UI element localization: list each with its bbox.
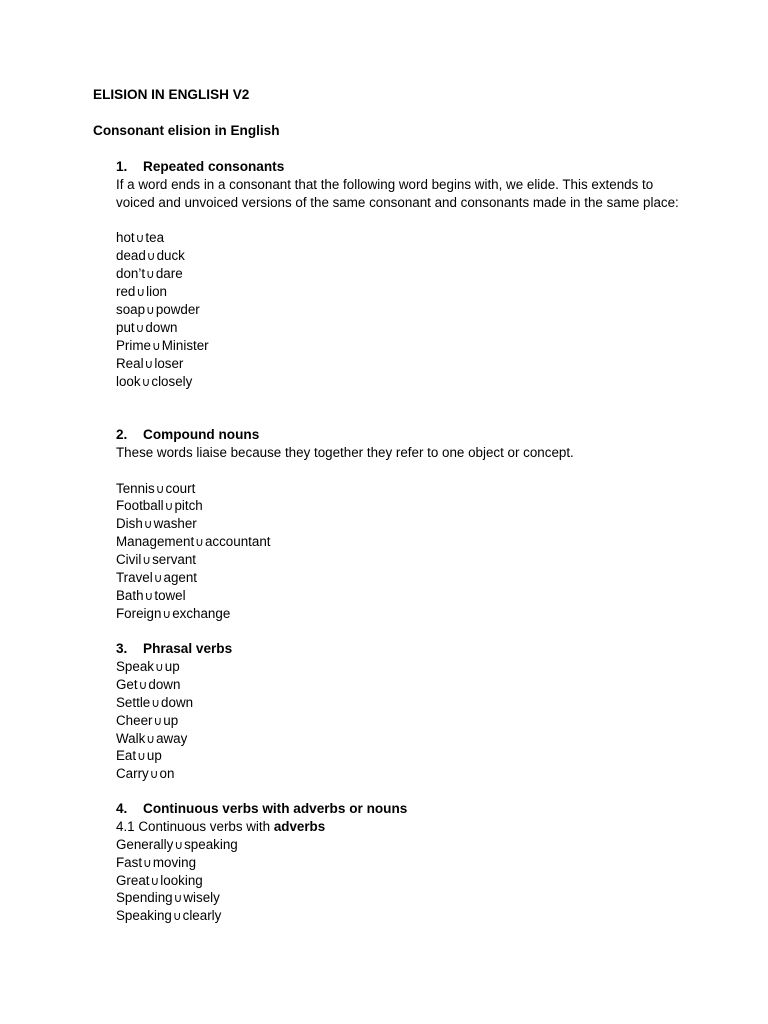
word-first: Speaking (116, 908, 172, 924)
example-item (116, 676, 691, 694)
example-item (116, 694, 691, 712)
word-second: court (165, 480, 196, 496)
section-description: These words liaise because they together they refer to one object or concept. (116, 445, 574, 460)
word-first: soap (116, 301, 146, 317)
example-item (116, 515, 691, 533)
subsection-prefix: 4.1 Continuous verbs with (116, 819, 274, 834)
word-second: Minister (161, 337, 209, 353)
section-repeated-consonants (116, 158, 691, 390)
word-second: up (164, 659, 180, 674)
example-item (116, 587, 691, 605)
word-second: down (148, 676, 181, 692)
section-number: 4. (116, 801, 128, 816)
word-second: towel (154, 587, 186, 603)
word-first: Eat (116, 748, 137, 764)
linking-mark-icon: ∪ (155, 481, 165, 496)
subsection-bold: adverbs (273, 819, 326, 834)
example-item (116, 265, 691, 283)
example-item (116, 373, 691, 391)
word-first: Settle (116, 694, 151, 710)
word-first: Management (116, 534, 195, 550)
example-item (116, 712, 691, 730)
example-item (116, 355, 691, 373)
linking-mark-icon: ∪ (150, 873, 160, 888)
section-heading (116, 426, 691, 444)
document-title: ELISION IN ENGLISH V2 (93, 87, 250, 102)
linking-mark-icon: ∪ (154, 660, 164, 674)
linking-mark-icon: ∪ (146, 249, 156, 264)
word-second: wisely (183, 890, 220, 906)
word-second: up (163, 712, 179, 728)
word-first: Get (116, 676, 138, 692)
word-second: exchange (172, 605, 231, 621)
word-second: looking (160, 872, 203, 888)
word-second: up (146, 748, 162, 764)
word-second: powder (155, 301, 200, 317)
word-second: duck (156, 248, 185, 264)
example-item (116, 605, 691, 623)
word-second: down (161, 694, 194, 710)
example-item (116, 765, 691, 783)
word-first: Tennis (116, 480, 155, 496)
example-item (116, 247, 691, 265)
example-item (116, 907, 691, 925)
word-first: Civil (116, 552, 142, 568)
section-number: 3. (116, 641, 128, 656)
linking-mark-icon: ∪ (141, 374, 151, 389)
linking-mark-icon: ∪ (144, 588, 154, 603)
example-list (116, 836, 691, 925)
example-item (116, 497, 691, 515)
section-phrasal-verbs (116, 640, 691, 783)
word-first: Foreign (116, 605, 162, 621)
linking-mark-icon: ∪ (162, 606, 172, 621)
word-second: moving (152, 854, 197, 870)
linking-mark-icon: ∪ (151, 338, 161, 353)
example-item (116, 854, 691, 872)
word-first: don’t (116, 266, 146, 282)
example-list (116, 658, 691, 783)
example-list (116, 480, 691, 623)
linking-mark-icon: ∪ (142, 553, 152, 568)
section-compound-nouns (116, 426, 691, 623)
word-first: Speak (116, 659, 154, 674)
section-title: Phrasal verbs (143, 641, 233, 656)
linking-mark-icon: ∪ (195, 535, 204, 550)
example-item (116, 889, 691, 907)
word-second: pitch (174, 498, 203, 514)
linking-mark-icon: ∪ (164, 499, 174, 514)
linking-mark-icon: ∪ (172, 909, 182, 924)
word-first: Cheer (116, 712, 153, 728)
word-first: Generally (116, 836, 174, 852)
word-second: servant (152, 552, 197, 568)
word-first: Great (116, 872, 150, 888)
example-item (116, 551, 691, 569)
word-second: dare (155, 266, 183, 282)
word-second: accountant (204, 534, 271, 550)
linking-mark-icon: ∪ (153, 571, 163, 586)
word-first: dead (116, 248, 146, 264)
word-second: away (156, 730, 188, 746)
linking-mark-icon: ∪ (136, 285, 146, 300)
linking-mark-icon: ∪ (143, 855, 152, 870)
subsection-heading (116, 818, 691, 836)
section-title: Repeated consonants (143, 159, 285, 174)
linking-mark-icon: ∪ (174, 837, 184, 852)
example-item (116, 480, 691, 498)
section-heading (116, 158, 691, 176)
word-second: agent (163, 570, 198, 586)
word-first: Travel (116, 570, 153, 586)
word-second: on (159, 766, 175, 782)
word-first: Real (116, 355, 144, 371)
linking-mark-icon: ∪ (151, 695, 161, 710)
word-first: put (116, 319, 135, 335)
word-first: red (116, 284, 136, 300)
word-second: down (145, 319, 178, 335)
word-second: washer (153, 516, 197, 532)
word-second: lion (146, 284, 168, 300)
linking-mark-icon: ∪ (149, 767, 159, 782)
word-first: look (116, 373, 141, 389)
example-item (116, 301, 691, 319)
example-item (116, 658, 691, 676)
example-item (116, 730, 691, 748)
example-item (116, 872, 691, 890)
word-first: Walk (116, 730, 146, 746)
word-second: tea (145, 230, 165, 246)
example-item (116, 337, 691, 355)
word-second: closely (151, 373, 193, 389)
document-subtitle: Consonant elision in English (93, 123, 280, 138)
example-list (116, 229, 691, 390)
section-description: If a word ends in a consonant that the following word begins with, we elide. This extends to voiced and unvoiced versions of the same consonant and consonants made in the same place: (116, 177, 679, 210)
word-second: clearly (182, 908, 222, 924)
example-item (116, 569, 691, 587)
section-heading (116, 640, 691, 658)
linking-mark-icon: ∪ (146, 302, 155, 317)
example-item (116, 747, 691, 765)
word-first: Bath (116, 587, 144, 603)
section-continuous-verbs (116, 800, 691, 925)
linking-mark-icon: ∪ (173, 891, 183, 906)
example-item (116, 836, 691, 854)
section-heading (116, 800, 691, 818)
word-first: Dish (116, 516, 143, 532)
word-second: speaking (184, 836, 238, 852)
linking-mark-icon: ∪ (146, 267, 155, 282)
example-item (116, 533, 691, 551)
word-second: loser (154, 355, 184, 371)
word-first: hot (116, 230, 135, 246)
section-number: 1. (116, 159, 128, 174)
linking-mark-icon: ∪ (144, 356, 154, 371)
section-title: Continuous verbs with adverbs or nouns (143, 801, 408, 816)
section-number: 2. (116, 427, 128, 442)
linking-mark-icon: ∪ (137, 749, 146, 764)
word-first: Prime (116, 337, 151, 353)
word-first: Carry (116, 766, 149, 782)
example-item (116, 319, 691, 337)
linking-mark-icon: ∪ (143, 517, 153, 532)
linking-mark-icon: ∪ (153, 713, 163, 728)
word-first: Fast (116, 854, 143, 870)
section-title: Compound nouns (143, 427, 260, 442)
linking-mark-icon: ∪ (135, 231, 145, 246)
example-item (116, 229, 691, 247)
linking-mark-icon: ∪ (138, 677, 148, 692)
example-item (116, 283, 691, 301)
word-first: Football (116, 498, 164, 514)
word-first: Spending (116, 890, 173, 906)
linking-mark-icon: ∪ (146, 731, 156, 746)
linking-mark-icon: ∪ (135, 320, 145, 335)
